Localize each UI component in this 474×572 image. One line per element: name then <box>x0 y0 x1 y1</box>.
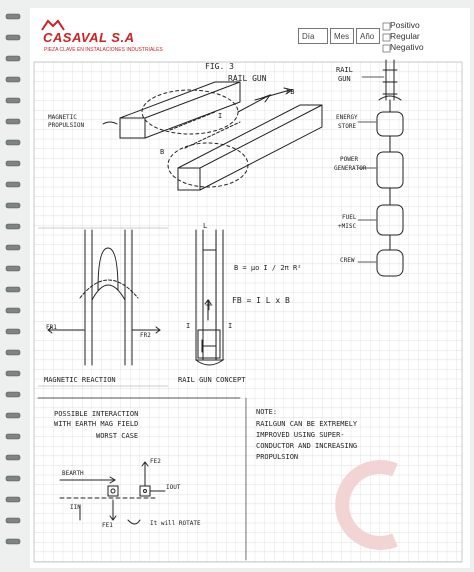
propulsion-label: PROPULSION <box>48 122 85 129</box>
date-field-year[interactable]: Año <box>356 28 380 44</box>
misc-label: +MISC <box>338 223 357 230</box>
rating-negative[interactable]: Negativo <box>390 42 424 52</box>
possible-interaction-1: POSSIBLE INTERACTION <box>54 410 139 418</box>
note-line-1: RAILGUN CAN BE EXTREMELY <box>256 420 358 428</box>
date-field-day[interactable]: Día <box>298 28 328 44</box>
current-label: I <box>218 112 223 120</box>
fr1-label: FR1 <box>46 324 57 331</box>
i-in-label: IIN <box>70 504 81 511</box>
rating-regular[interactable]: Regular <box>390 31 420 41</box>
it-will-rotate-label: It will ROTATE <box>150 520 201 527</box>
b-earth-label: BEARTH <box>62 470 84 477</box>
date-field-month[interactable]: Mes <box>330 28 354 44</box>
fuel-label: FUEL <box>342 214 357 221</box>
fig-label: FIG. 3 <box>205 62 234 71</box>
energy-label: ENERGY <box>336 114 358 121</box>
formula-b: B = μo I / 2π R² <box>234 264 302 272</box>
possible-interaction-3: WORST CASE <box>96 432 139 440</box>
rail-gun-label: RAIL GUN <box>228 74 267 83</box>
rail-current-right-label: I <box>228 322 233 330</box>
note-line-2: IMPROVED USING SUPER- <box>256 431 345 439</box>
fr2-label: FR2 <box>140 332 151 339</box>
railgun-side-label-1: RAIL <box>336 66 353 74</box>
length-label: L <box>203 222 208 230</box>
rail-current-left-label: I <box>186 322 191 330</box>
caption-magnetic-reaction: MAGNETIC REACTION <box>44 376 116 384</box>
i-out-label: IOUT <box>166 484 181 491</box>
fe2-label: FE2 <box>150 458 161 465</box>
crew-label: CREW <box>340 257 355 264</box>
formula-fb: FB = I L x B <box>232 296 290 305</box>
fb-label: FB <box>286 88 295 96</box>
rating-positive[interactable]: Positivo <box>390 20 420 30</box>
rail-gun-concept-drawing <box>196 230 223 365</box>
note-line-3: CONDUCTOR AND INCREASING <box>256 442 358 450</box>
note-line-4: PROPULSION <box>256 453 299 461</box>
brand-name: CASAVAL S.A <box>43 30 135 45</box>
b-field-label: B <box>160 148 165 156</box>
magnetic-label: MAGNETIC <box>48 114 77 121</box>
rail-gun-isometric-drawing <box>103 82 322 190</box>
power-label: POWER <box>340 156 359 163</box>
fe1-label: FE1 <box>102 522 113 529</box>
possible-interaction-2: WITH EARTH MAG FIELD <box>54 420 139 428</box>
railgun-side-label-2: GUN <box>338 75 351 83</box>
caption-rail-gun-concept: RAIL GUN CONCEPT <box>178 376 246 384</box>
note-heading: NOTE: <box>256 408 278 416</box>
generator-label: GENERATOR <box>334 165 367 172</box>
store-label: STORE <box>338 123 357 130</box>
magnetic-reaction-drawing <box>48 230 160 365</box>
brand-tagline: PIEZA CLAVE EN INSTALACIONES INDUSTRIALES <box>44 47 163 53</box>
